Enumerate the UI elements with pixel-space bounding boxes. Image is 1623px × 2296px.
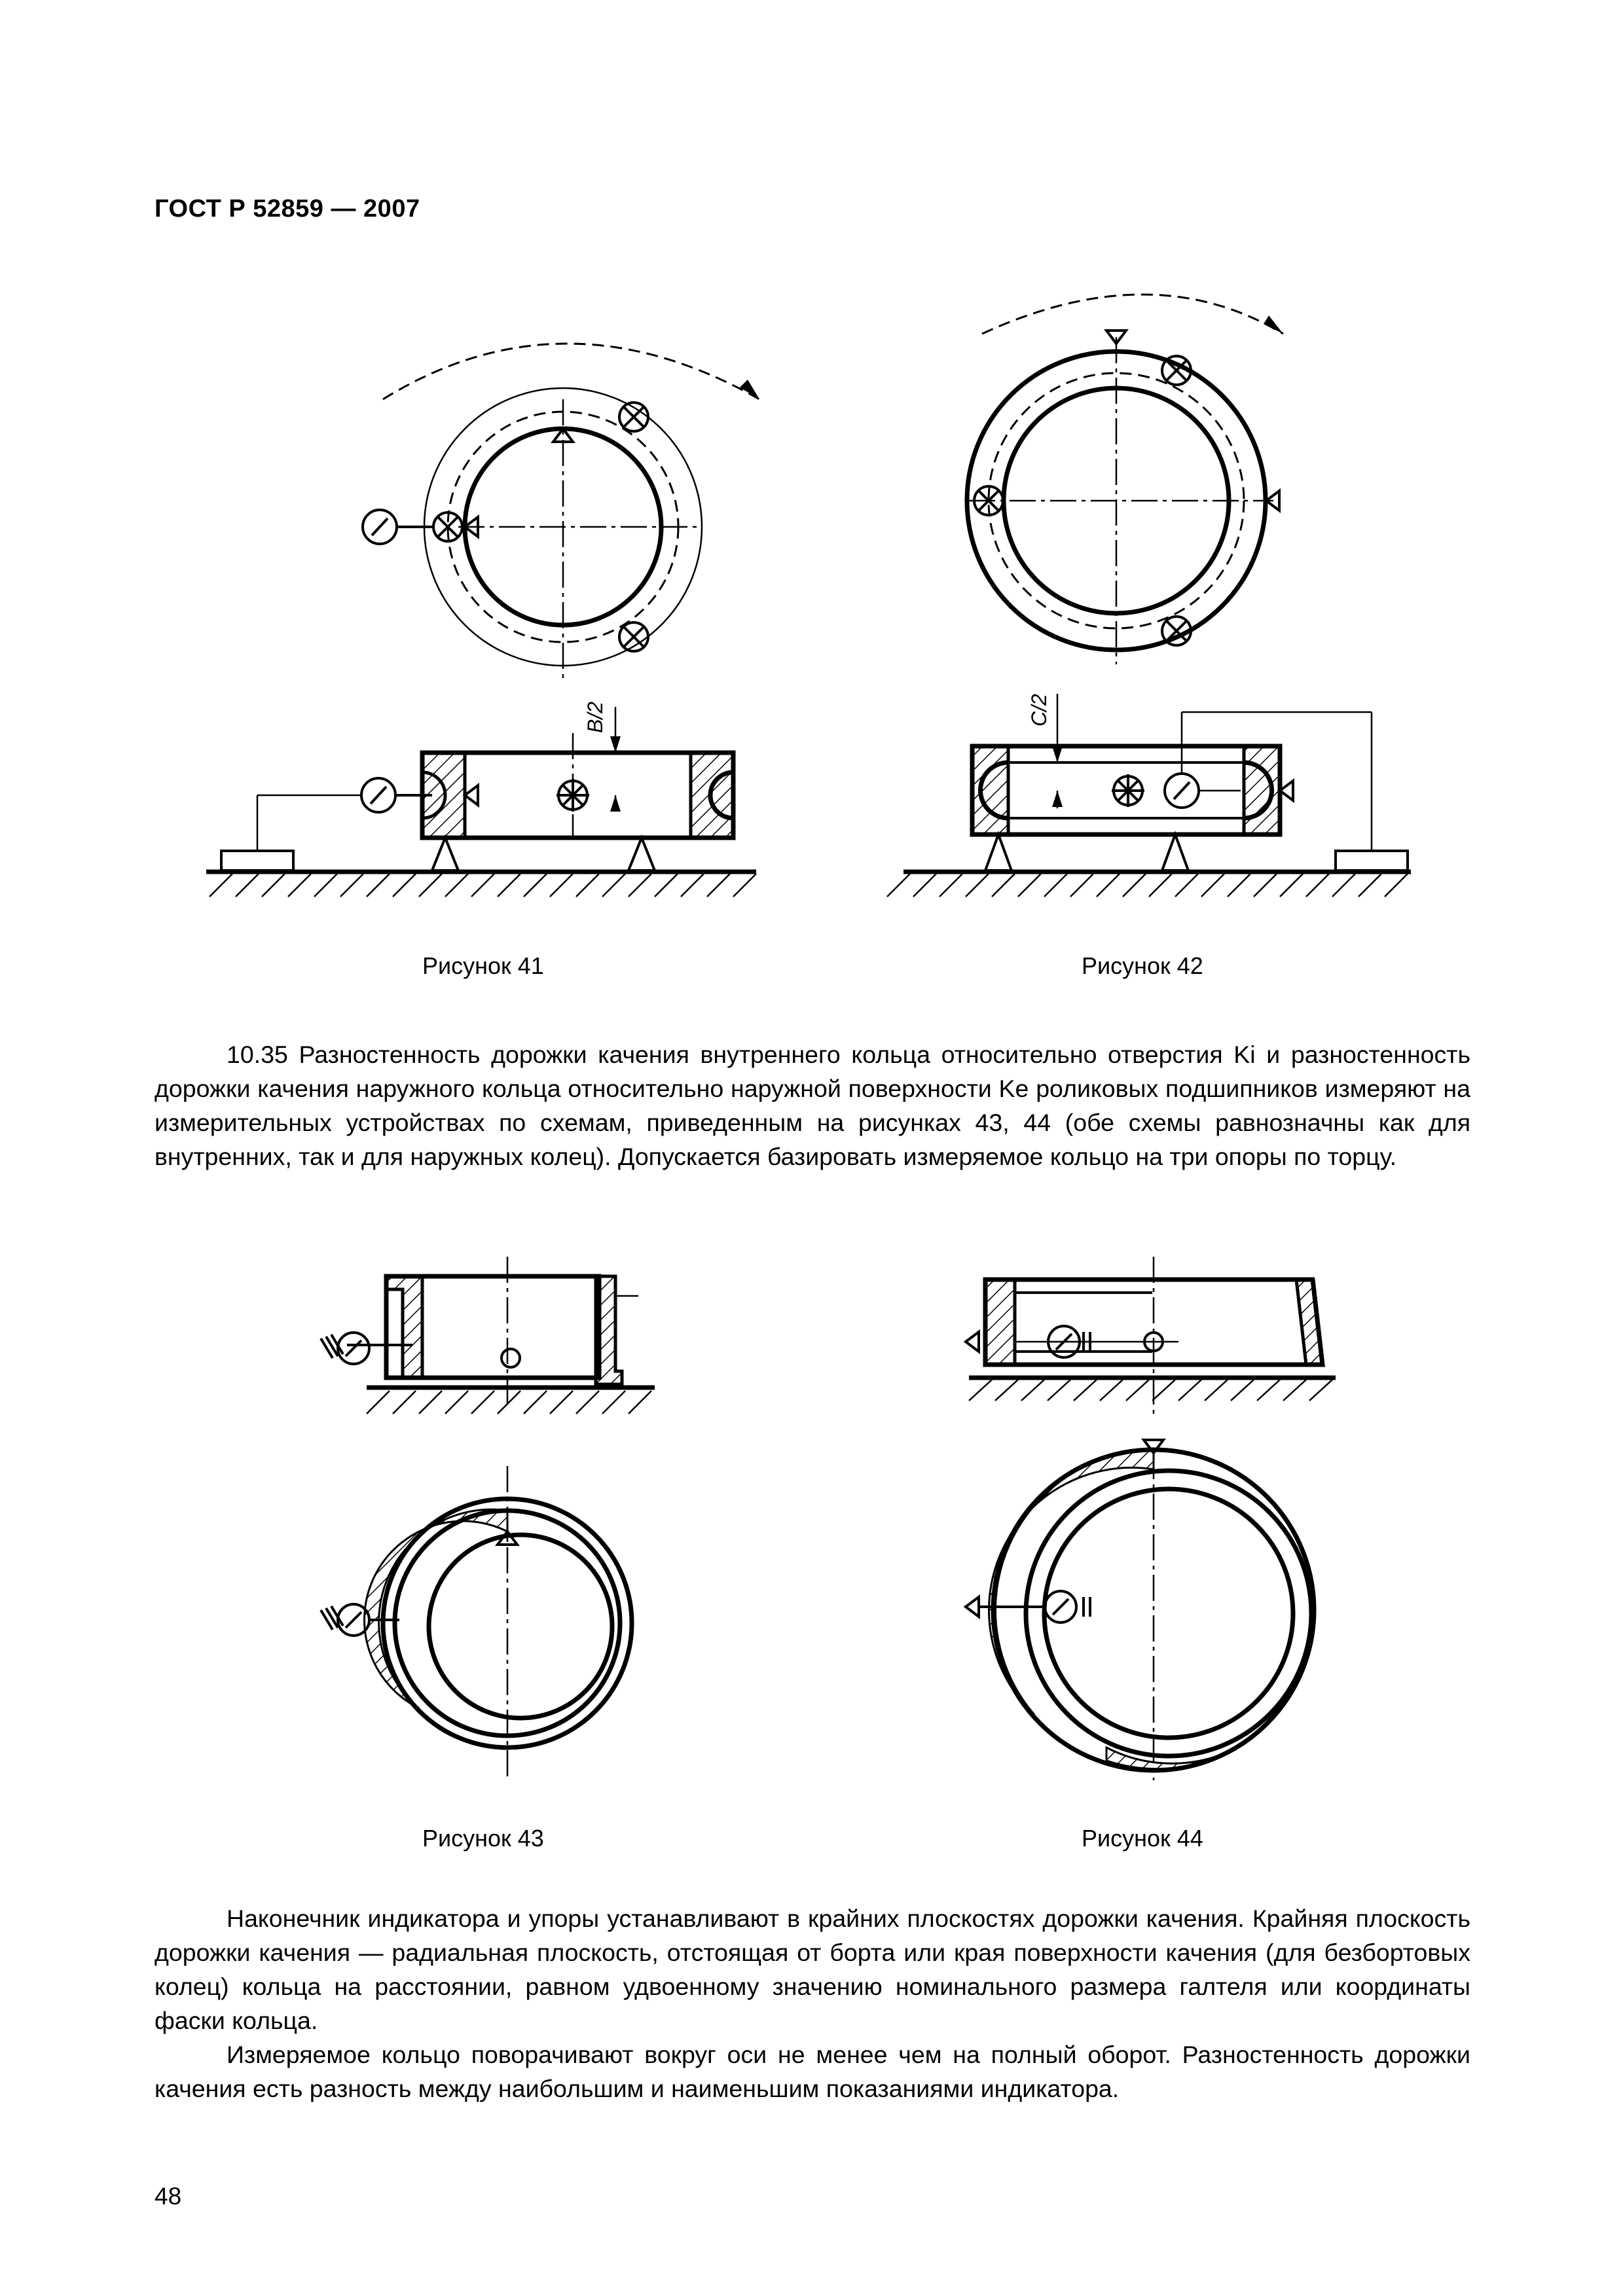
figure-42-drawing (877, 288, 1467, 929)
document-header: ГОСТ Р 52859 — 2007 (155, 195, 420, 223)
figure-44-drawing (943, 1257, 1349, 1793)
support-side-icon (465, 785, 478, 805)
section-10-35 (155, 1037, 1470, 1174)
dial-indicator-side-icon (1165, 774, 1199, 808)
support-left-icon (966, 1332, 979, 1352)
dimension-label: B/2 (583, 701, 607, 733)
section-10-35-text: 10.35 Разностенность дорожки качения внутреннего кольца относительно отверстия Ki и разностенность дорожки качения наружного кольца относительно наружной поверхности Ke роликовых подшипников измеряют на измерительных устройствах по схемам, приведенным на рисунках 43, 44 (обе схемы равнозначны как для внутренних, так и для наружных колец). Допускается базировать измеряемое кольцо на три опоры по торцу. (155, 1041, 1470, 1170)
figure-44-caption: Рисунок 44 (1082, 1825, 1203, 1852)
ground-hatching (367, 1391, 651, 1414)
ground-hatching (887, 874, 1408, 897)
paragraph-tips: Наконечник индикатора и упоры устанавливают в крайних плоскостях дорожки качения. Крайняя плоскость дорожки качения — радиальная плоскость, отстоящая от борта или края поверхности качения (для безбортовых колец) кольца на расстоянии, равном удвоенному значению номинального размера галтеля или координаты фаски кольца. (155, 1905, 1470, 2034)
bottom-paragraphs (155, 1901, 1470, 2106)
roller-mark-side (1112, 774, 1144, 807)
rotation-arrow (383, 344, 759, 399)
figure-41-drawing (196, 314, 786, 929)
dimension-label: C/2 (1027, 694, 1051, 726)
figure-41-caption: Рисунок 41 (422, 952, 544, 979)
figure-43-drawing (308, 1257, 674, 1793)
ground-hatching (969, 1380, 1332, 1401)
support-left-plan-icon (966, 1597, 1045, 1617)
dial-indicator-icon (363, 510, 433, 544)
ground-hatching (210, 874, 756, 897)
figure-43-caption: Рисунок 43 (422, 1825, 544, 1852)
page-number: 48 (155, 2183, 182, 2210)
paragraph-rotation: Измеряемое кольцо поворачивают вокруг оси не менее чем на полный оборот. Разностенность дорожки качения есть разность между наибольшим и наименьшим показаниями индикатора. (155, 2041, 1470, 2102)
rotation-arrow (982, 295, 1283, 334)
dial-indicator-plan-icon (1045, 1591, 1076, 1623)
figure-42-caption: Рисунок 42 (1082, 952, 1203, 979)
dial-indicator-icon (338, 1333, 369, 1364)
